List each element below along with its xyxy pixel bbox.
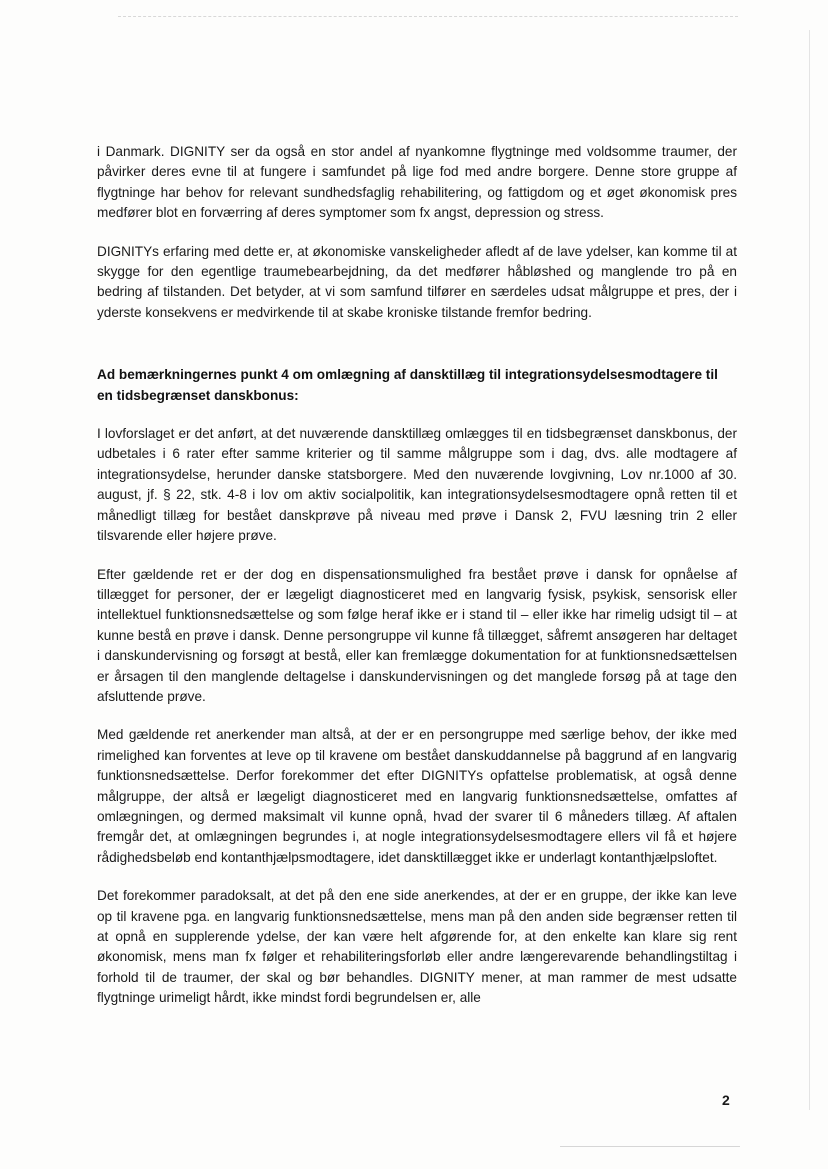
- paragraph-intro-continuation: i Danmark. DIGNITY ser da også en stor andel af nyankomne flygtninge med voldsomme traumer, der påvirker deres evne til at fungere i samfundet på lige fod med andre borgere. Denne store gruppe af flygtninge har behov for relevant sundhedsfaglig rehabilitering, og fattigdom og et øget økonomisk pres medfører blot en forværring af deres symptomer som fx angst, depression og stress.: [97, 144, 737, 221]
- paragraph-dispensation: Efter gældende ret er der dog en dispensationsmulighed fra bestået prøve i dansk for opnåelse af tillægget for personer, der er lægeligt diagnosticeret med en langvarig fysisk, psykisk, sensorisk eller intellektuel funktionsnedsættelse og som følge heraf ikke er i stand til – eller ikke har rimelig udsigt til – at kunne bestå en prøve i dansk. Denne persongruppe vil kunne få tillægget, såfremt ansøgeren har deltaget i danskundervisning og forsøgt at bestå, eller kan fremlægge dokumentation for at funktionsnedsættelsen er årsagen til den manglende deltagelse i danskundervisningen og det manglede forsøg på at tage den afsluttende prøve.: [97, 566, 737, 704]
- scan-artifact-right-edge: [809, 30, 810, 1110]
- scan-artifact-top: [118, 16, 738, 21]
- paragraph-gaeldende-ret: Med gældende ret anerkender man altså, at der er en persongruppe med særlige behov, der ikke med rimelighed kan forventes at leve op til kravene om bestået danskuddannelse på baggrund af en langvarig funktionsnedsættelse. Derfor forekommer det efter DIGNITYs opfattelse problematisk, at også denne målgruppe, der altså er lægeligt diagnosticeret med en langvarig funktionsnedsættelse, omfattes af omlægningen, og dermed maksimalt vil kunne opnå, hvad der svarer til 6 måneders tillæg. Af aftalen fremgår det, at omlægningen begrundes i, at nogle integrationsydelsesmodtagere ellers vil få et højere rådighedsbeløb end kontanthjælpsmodtagere, idet dansktillægget ikke er underlagt kontanthjælpsloftet.: [97, 727, 737, 865]
- paragraph-paradoksalt: Det forekommer paradoksalt, at det på den ene side anerkendes, at der er en gruppe, der ikke kan leve op til kravene pga. en langvarig funktionsnedsættelse, mens man på den anden side begrænser retten til at opnå en supplerende ydelse, der kan være helt afgørende for, at den enkelte kan klare sig rent økonomisk, mens man fx følger et rehabiliteringsforløb eller andre længerevarende behandlingstiltag i forhold til de traumer, der skal og bør behandles. DIGNITY mener, at man rammer de mest udsatte flygtninge urimeligt hårdt, ikke mindst fordi begrundelsen er, alle: [97, 888, 737, 1006]
- paragraph-dignity-experience: DIGNITYs erfaring med dette er, at økonomiske vanskeligheder afledt af de lave ydelser, kan komme til at skygge for den egentlige traumebearbejdning, da det medfører håbløshed og manglende tro på en bedring af tilstanden. Det betyder, at vi som samfund tilfører en særdeles udsat målgruppe et pres, der i yderste konsekvens er medvirkende til at skabe kroniske tilstande fremfor bedring.: [97, 243, 737, 320]
- paragraph-lovforslag: I lovforslaget er det anført, at det nuværende dansktillæg omlægges til en tidsbegrænset danskbonus, der udbetales i 6 rater efter samme kriterier og til samme målgruppe som i dag, dvs. alle modtagere af integrationsydelse, herunder danske statsborgere. Med den nuværende lovgivning, Lov nr.1000 af 30. august, jf. § 22, stk. 4-8 i lov om aktiv socialpolitik, kan integrationsydelsesmodtagere opnå retten til et månedligt tillæg for bestået danskprøve på niveau med prøve i Dansk 2, FVU læsning trin 2 eller tilsvarende eller højere prøve.: [97, 426, 737, 544]
- document-body: [97, 142, 737, 1027]
- section-heading: Ad bemærkningernes punkt 4 om omlægning af dansktillæg til integrationsydelsesmodtagere til en tidsbegrænset danskbonus:: [97, 367, 718, 403]
- scan-artifact-bottom: [560, 1146, 740, 1147]
- page-number: 2: [722, 1092, 730, 1108]
